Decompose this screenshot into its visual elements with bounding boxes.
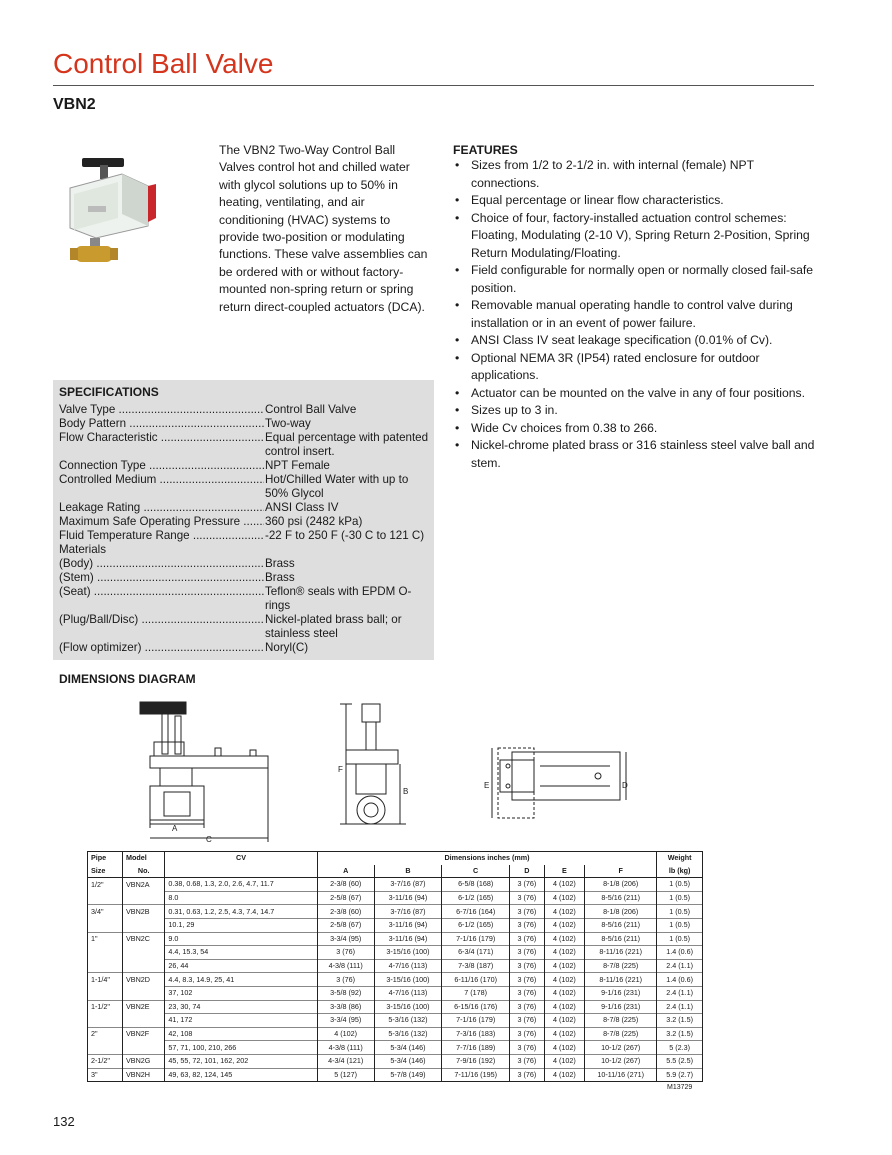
cell-e: 4 (102) [544,932,584,946]
cell-b: 3-11/16 (94) [374,932,442,946]
feature-item: • Removable manual operating handle to control valve during installation or in an event of power failure. [453,297,823,332]
cell-d: 3 (76) [510,986,545,1000]
table-row [88,918,703,932]
features-list [453,157,823,472]
cell-f: 10-1/2 (267) [584,1041,656,1055]
cell-d: 3 (76) [510,932,545,946]
cell-b: 3-7/16 (87) [374,905,442,919]
label-b: B [403,787,409,796]
spec-label-text: Maximum Safe Operating Pressure [59,515,241,528]
cell-c: 7-7/16 (189) [442,1041,510,1055]
cell-d: 3 (76) [510,905,545,919]
cell-pipe: 1" [88,932,123,946]
cell-e: 4 (102) [544,1068,584,1082]
cell-b: 3-15/16 (100) [374,1000,442,1014]
cell-cv: 26, 44 [165,959,317,973]
feature-item: • Optional NEMA 3R (IP54) rated enclosure for outdoor applications. [453,350,823,385]
cell-f: 8-7/8 (225) [584,1027,656,1041]
spec-value: -22 F to 250 F (-30 C to 121 C) [264,529,430,543]
cell-e: 4 (102) [544,986,584,1000]
table-row [88,1000,703,1014]
spec-label-text: Flow Characteristic [59,431,158,444]
spec-value: Control Ball Valve [264,403,430,417]
spec-value: Noryl(C) [264,641,430,655]
spec-value: Hot/Chilled Water with up to 50% Glycol [264,473,430,501]
spec-label [59,571,264,585]
th-a: A [317,865,374,878]
cell-e: 4 (102) [544,918,584,932]
cell-pipe: 2-1/2" [88,1054,123,1068]
cell-pipe [88,1014,123,1028]
cell-pipe [88,918,123,932]
intro-paragraph: The VBN2 Two-Way Control Ball Valves control hot and chilled water with glycol solutions up to 50% in heating, ventilating, and air conditioning (HVAC) systems to provide two-position or modulating functions. These valve assemblies can be ordered with or without factory-mounted non-spring return or spring return direct-coupled actuators (DCA). [219,143,428,314]
top-view-diagram [484,748,628,818]
cell-cv: 41, 172 [165,1014,317,1028]
specifications-heading: SPECIFICATIONS [59,385,159,399]
label-e: E [484,781,490,790]
cell-model [123,891,165,905]
cell-w: 1 (0.5) [657,932,703,946]
th-c: C [442,865,510,878]
cell-a: 2-3/8 (60) [317,878,374,892]
cell-cv: 49, 63, 82, 124, 145 [165,1068,317,1082]
label-c: C [206,835,212,844]
cell-b: 5-3/4 (146) [374,1054,442,1068]
spec-value: 360 psi (2482 kPa) [264,515,430,529]
spec-label-text: Fluid Temperature Range [59,529,190,542]
cell-model: VBN2E [123,1000,165,1014]
th-b: B [374,865,442,878]
cell-f: 8-5/16 (211) [584,918,656,932]
cell-model [123,918,165,932]
table-row [88,959,703,973]
cell-model: VBN2G [123,1054,165,1068]
table-header-row [88,852,703,865]
cell-e: 4 (102) [544,1054,584,1068]
cell-d: 3 (76) [510,918,545,932]
cell-c: 6-3/4 (171) [442,946,510,960]
cell-model: VBN2F [123,1027,165,1041]
table-row [88,891,703,905]
cell-model: VBN2H [123,1068,165,1082]
cell-b: 5-3/4 (146) [374,1041,442,1055]
cell-c: 6-1/2 (165) [442,891,510,905]
th-cv: CV [165,852,317,865]
cell-c: 7-3/16 (183) [442,1027,510,1041]
th-weight: Weight [657,852,703,865]
feature-item: • Choice of four, factory-installed actuation control schemes: Floating, Modulating (2-10 V), Spring Return 2-Position, Spring Return Modulating/Floating. [453,210,823,263]
dimensions-table [87,851,703,1082]
spec-label [59,459,264,473]
cell-pipe [88,1041,123,1055]
th-pipe: Pipe [88,852,123,865]
cell-model: VBN2C [123,932,165,946]
side-view-diagram [140,702,268,844]
front-view-diagram [338,704,408,824]
feature-item: • Equal percentage or linear flow characteristics. [453,192,823,210]
cell-e: 4 (102) [544,891,584,905]
cell-c: 6-7/16 (164) [442,905,510,919]
cell-a: 3-3/4 (95) [317,932,374,946]
cell-pipe: 3/4" [88,905,123,919]
dimensions-heading: DIMENSIONS DIAGRAM [59,672,196,686]
th-model: Model [123,852,165,865]
cell-cv: 37, 102 [165,986,317,1000]
dimensions-table-body [88,878,703,1082]
valve-product-photo [60,148,200,278]
cell-e: 4 (102) [544,959,584,973]
table-row [88,973,703,987]
table-subheader-row [88,865,703,878]
label-a: A [172,824,178,833]
cell-a: 3-3/4 (95) [317,1014,374,1028]
cell-w: 5 (2.3) [657,1041,703,1055]
cell-e: 4 (102) [544,946,584,960]
cell-w: 1.4 (0.6) [657,973,703,987]
cell-cv: 4.4, 8.3, 14.9, 25, 41 [165,973,317,987]
cell-cv: 0.38, 0.68, 1.3, 2.0, 2.6, 4.7, 11.7 [165,878,317,892]
cell-w: 2.4 (1.1) [657,986,703,1000]
cell-b: 5-3/16 (132) [374,1027,442,1041]
feature-item: • Actuator can be mounted on the valve in any of four positions. [453,385,823,403]
spec-label [59,613,264,627]
spec-value: Nickel-plated brass ball; or stainless steel [264,613,430,641]
cell-f: 9-1/16 (231) [584,986,656,1000]
cell-cv: 45, 55, 72, 101, 162, 202 [165,1054,317,1068]
cell-b: 3-15/16 (100) [374,973,442,987]
cell-a: 4-3/8 (111) [317,1041,374,1055]
cell-w: 3.2 (1.5) [657,1027,703,1041]
cell-d: 3 (76) [510,878,545,892]
cell-pipe: 3" [88,1068,123,1082]
cell-cv: 8.0 [165,891,317,905]
features-heading: FEATURES [453,143,518,157]
cell-pipe [88,986,123,1000]
cell-a: 5 (127) [317,1068,374,1082]
spec-label-text: (Seat) [59,585,91,598]
feature-item: • Wide Cv choices from 0.38 to 266. [453,420,823,438]
cell-d: 3 (76) [510,1014,545,1028]
cell-e: 4 (102) [544,1027,584,1041]
table-row [88,905,703,919]
cell-cv: 23, 30, 74 [165,1000,317,1014]
spec-label-text: (Plug/Ball/Disc) [59,613,139,626]
spec-label-text: (Flow optimizer) [59,641,142,654]
spec-label-text: Valve Type [59,403,116,416]
th-size: Size [88,865,123,878]
cell-cv: 4.4, 15.3, 54 [165,946,317,960]
spec-label [59,557,264,571]
cell-f: 8-1/8 (206) [584,905,656,919]
th-e: E [544,865,584,878]
feature-item: • Sizes up to 3 in. [453,402,823,420]
cell-b: 3-15/16 (100) [374,946,442,960]
dimensions-diagram [120,700,680,845]
spec-label-text: (Stem) [59,571,94,584]
table-row [88,878,703,892]
cell-w: 1 (0.5) [657,878,703,892]
spec-label [59,501,264,515]
cell-pipe: 1-1/2" [88,1000,123,1014]
cell-w: 3.2 (1.5) [657,1014,703,1028]
cell-c: 7 (178) [442,986,510,1000]
cell-f: 8-5/16 (211) [584,891,656,905]
feature-item: • ANSI Class IV seat leakage specification (0.01% of Cv). [453,332,823,350]
cell-b: 4-7/16 (113) [374,959,442,973]
cell-a: 4-3/8 (111) [317,959,374,973]
cell-w: 1.4 (0.6) [657,946,703,960]
cell-a: 3 (76) [317,973,374,987]
cell-b: 5-3/16 (132) [374,1014,442,1028]
cell-d: 3 (76) [510,1068,545,1082]
feature-item: • Field configurable for normally open or normally closed fail-safe position. [453,262,823,297]
cell-c: 7-1/16 (179) [442,1014,510,1028]
cell-c: 7-3/8 (187) [442,959,510,973]
cell-c: 7-1/16 (179) [442,932,510,946]
cell-cv: 42, 108 [165,1027,317,1041]
page-title: Control Ball Valve [53,48,274,79]
cell-pipe: 1-1/4" [88,973,123,987]
cell-e: 4 (102) [544,878,584,892]
cell-w: 5.9 (2.7) [657,1068,703,1082]
cell-pipe: 1/2" [88,878,123,892]
cell-model [123,986,165,1000]
model-heading: VBN2 [53,96,96,113]
label-d: D [622,781,628,790]
cell-model: VBN2B [123,905,165,919]
cell-d: 3 (76) [510,1054,545,1068]
label-f: F [338,765,343,774]
cell-a: 3 (76) [317,946,374,960]
title-rule [53,85,814,86]
cell-cv: 0.31, 0.63, 1.2, 2.5, 4.3, 7.4, 14.7 [165,905,317,919]
cell-e: 4 (102) [544,1000,584,1014]
spec-value: Brass [264,571,430,585]
cell-w: 2.4 (1.1) [657,959,703,973]
cell-e: 4 (102) [544,1014,584,1028]
table-row [88,1068,703,1082]
cell-w: 1 (0.5) [657,905,703,919]
cell-d: 3 (76) [510,1041,545,1055]
cell-f: 8-11/16 (221) [584,946,656,960]
cell-f: 8-1/8 (206) [584,878,656,892]
cell-c: 6-5/8 (168) [442,878,510,892]
spec-label-text: (Body) [59,557,94,570]
cell-e: 4 (102) [544,905,584,919]
cell-b: 3-11/16 (94) [374,891,442,905]
spec-value: Equal percentage with patented control insert. [265,431,429,458]
cell-w: 2.4 (1.1) [657,1000,703,1014]
spec-value: Teflon® seals with EPDM O-rings [264,585,430,613]
th-lbkg: lb (kg) [657,865,703,878]
spec-label-text: Controlled Medium [59,473,157,486]
spec-label-text: Body Pattern [59,417,127,430]
cell-f: 10-1/2 (267) [584,1054,656,1068]
th-cv-blank [165,865,317,878]
cell-d: 3 (76) [510,946,545,960]
table-row [88,1041,703,1055]
feature-item: • Sizes from 1/2 to 2-1/2 in. with internal (female) NPT connections. [453,157,823,192]
cell-d: 3 (76) [510,1027,545,1041]
cell-e: 4 (102) [544,1041,584,1055]
figure-code: M13729 [667,1084,693,1091]
cell-b: 5-7/8 (149) [374,1068,442,1082]
th-no: No. [123,865,165,878]
table-row [88,946,703,960]
cell-a: 2-5/8 (67) [317,918,374,932]
table-row [88,986,703,1000]
feature-item: • Nickel-chrome plated brass or 316 stainless steel valve ball and stem. [453,437,823,472]
spec-label [59,403,264,417]
cell-model: VBN2A [123,878,165,892]
cell-e: 4 (102) [544,973,584,987]
spec-label-text: Materials [59,543,107,556]
spec-value: NPT Female [264,459,430,473]
cell-a: 2-5/8 (67) [317,891,374,905]
cell-w: 1 (0.5) [657,891,703,905]
cell-pipe: 2" [88,1027,123,1041]
cell-w: 5.5 (2.5) [657,1054,703,1068]
spec-label [59,641,264,655]
cell-pipe [88,891,123,905]
spec-value: Two-way [264,417,430,431]
spec-label [59,473,264,487]
cell-b: 3-7/16 (87) [374,878,442,892]
cell-d: 3 (76) [510,973,545,987]
cell-a: 3-5/8 (92) [317,986,374,1000]
th-d: D [510,865,545,878]
spec-label [59,543,264,557]
page-number: 132 [53,1114,75,1129]
table-row [88,1014,703,1028]
th-f: F [584,865,656,878]
cell-w: 1 (0.5) [657,918,703,932]
cell-f: 8-5/16 (211) [584,932,656,946]
cell-f: 10-11/16 (271) [584,1068,656,1082]
cell-d: 3 (76) [510,959,545,973]
cell-b: 4-7/16 (113) [374,986,442,1000]
spec-label [59,515,264,529]
cell-a: 3-3/8 (86) [317,1000,374,1014]
cell-pipe [88,946,123,960]
cell-c: 7-11/16 (195) [442,1068,510,1082]
cell-d: 3 (76) [510,891,545,905]
cell-model [123,959,165,973]
spec-value: ANSI Class IV [264,501,430,515]
cell-c: 6-11/16 (170) [442,973,510,987]
cell-model [123,1014,165,1028]
cell-a: 4-3/4 (121) [317,1054,374,1068]
cell-cv: 57, 71, 100, 210, 266 [165,1041,317,1055]
table-row [88,1027,703,1041]
spec-label-text: Leakage Rating [59,501,141,514]
spec-value: Brass [264,557,430,571]
cell-f: 9-1/16 (231) [584,1000,656,1014]
cell-a: 4 (102) [317,1027,374,1041]
cell-a: 2-3/8 (60) [317,905,374,919]
th-dimensions: Dimensions inches (mm) [317,852,657,865]
cell-model [123,946,165,960]
table-row [88,932,703,946]
cell-model [123,1041,165,1055]
spec-label [59,431,264,445]
cell-c: 7-9/16 (192) [442,1054,510,1068]
cell-model: VBN2D [123,973,165,987]
cell-f: 8-7/8 (225) [584,959,656,973]
cell-c: 6-15/16 (176) [442,1000,510,1014]
spec-label [59,585,264,599]
table-row [88,1054,703,1068]
cell-b: 3-11/16 (94) [374,918,442,932]
cell-f: 8-7/8 (225) [584,1014,656,1028]
cell-cv: 10.1, 29 [165,918,317,932]
cell-f: 8-11/16 (221) [584,973,656,987]
cell-cv: 9.0 [165,932,317,946]
cell-d: 3 (76) [510,1000,545,1014]
spec-label-text: Connection Type [59,459,146,472]
cell-pipe [88,959,123,973]
spec-label [59,529,264,543]
cell-c: 6-1/2 (165) [442,918,510,932]
spec-label [59,417,264,431]
